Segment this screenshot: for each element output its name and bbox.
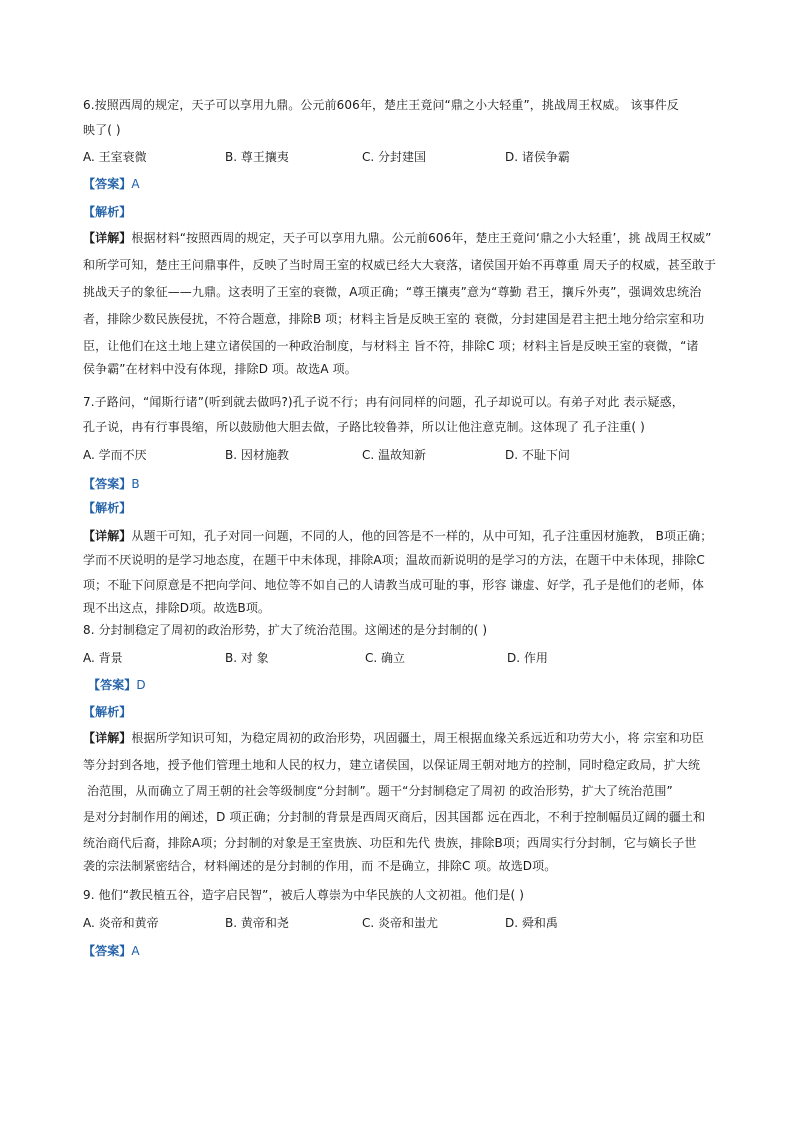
option-a: A. 学而不厌	[83, 448, 147, 462]
option-b: B. 对 象	[225, 651, 269, 665]
option-a: A. 炎帝和黄帝	[83, 916, 159, 930]
analysis-tag	[83, 704, 131, 720]
option-b: B. 尊王攘夷	[225, 150, 289, 164]
answer-value: D	[136, 678, 146, 692]
answer-line	[83, 476, 140, 492]
detail-line	[83, 528, 712, 544]
analysis-label: 【解析】	[83, 501, 132, 515]
detail-line	[83, 730, 704, 746]
answer-line	[88, 677, 146, 693]
option-c: C. 温故知新	[362, 448, 427, 462]
question-stem: 8. 分封制稳定了周初的政治形势，扩大了统治范围。这阐述的是分封制的( )	[83, 623, 488, 637]
answer-tag: 【答案】	[83, 944, 132, 958]
option-a: A. 背景	[83, 651, 123, 665]
option-d: D. 舜和禹	[505, 916, 558, 930]
detail-line: 袭的宗法制紧密结合，材料阐述的是分封制的作用，而 不是确立，排除C 项。故选D项。	[83, 859, 557, 873]
detail-line: 和所学可知，楚庄王问鼎事件，反映了当时周王室的权威已经大大衰落，诸侯国开始不再尊重 周天子的权威，甚至敢于	[83, 258, 717, 272]
question-stem: 映了( )	[83, 123, 121, 137]
detail-line: 统治商代后裔，排除A项；分封制的对象是王室贵族、功臣和先代 贵族，排除B项；西周实行分封制，它与嫡长子世	[83, 836, 697, 850]
detail-text: 根据材料“按照西周的规定，天子可以享用九鼎。公元前606年，楚庄王竟问‘鼎之小大轻重’，挑 战周王权威”	[131, 231, 712, 245]
detail-line: 等分封到各地，授予他们管理土地和人民的权力，建立诸侯国，以保证周王朝对地方的控制，同时稳定政局，扩大统	[83, 758, 701, 772]
detail-line: 是对分封制作用的阐述，D 项正确；分封制的背景是西周灭商后，因其国都 远在西北，不利于控制幅员辽阔的疆土和	[83, 810, 706, 824]
option-c: C. 确立	[365, 651, 406, 665]
answer-value: A	[131, 177, 140, 191]
question-stem: 6.按照西周的规定，天子可以享用九鼎。公元前606年，楚庄王竟问“鼎之小大轻重”，挑战周王权威。 该事件反	[83, 98, 679, 112]
detail-line: 者，排除少数民族侵扰，不符合题意，排除B 项；材料主旨是反映王室的 衰微，分封建国是君主把土地分给宗室和功	[83, 312, 705, 326]
analysis-tag	[83, 204, 131, 220]
option-b: B. 因材施教	[225, 448, 289, 462]
detail-tag: 【详解】	[83, 529, 132, 543]
detail-line: 现不出这点，排除D项。故选B项。	[83, 601, 271, 615]
answer-value: A	[131, 944, 140, 958]
question-stem: 孔子说，冉有行事畏缩，所以鼓励他大胆去做，子路比较鲁莽，所以让他注意克制。这体现了 孔子注重( )	[83, 420, 645, 434]
option-a: A. 王室衰微	[83, 150, 147, 164]
detail-line: 学而不厌说明的是学习地态度，在题干中未体现，排除A项；温故而新说明的是学习的方法，在题干中未体现，排除C	[83, 553, 705, 567]
analysis-label: 【解析】	[83, 705, 132, 719]
detail-line: 项；不耻下问原意是不把向学问、地位等不如自己的人请教当成可耻的事，形容 谦虚、好学，孔子是他们的老师，体	[83, 578, 705, 592]
answer-tag: 【答案】	[83, 477, 132, 491]
detail-line	[83, 230, 711, 246]
answer-value: B	[131, 477, 140, 491]
option-b: B. 黄帝和尧	[225, 916, 289, 930]
answer-line	[83, 176, 140, 192]
detail-line: 治范围，从而确立了周王朝的社会等级制度“分封制”。题干“分封制稳定了周初 的政治形势，扩大了统治范围”	[87, 784, 673, 798]
option-c: C. 分封建国	[362, 150, 427, 164]
analysis-label: 【解析】	[83, 205, 132, 219]
question-stem: 9. 他们“教民植五谷，造字启民智”，被后人尊崇为中华民族的人文初祖。他们是( )	[83, 888, 524, 902]
detail-line: 挑战天子的象征——九鼎。这表明了王室的衰微，A项正确；“尊王攘夷”意为“尊勤 君王，攘斥外夷”，强调效忠统治	[83, 285, 702, 299]
detail-tag: 【详解】	[83, 731, 132, 745]
answer-line	[83, 943, 140, 959]
option-d: D. 诸侯争霸	[505, 150, 570, 164]
detail-tag: 【详解】	[83, 231, 132, 245]
option-d: D. 作用	[507, 651, 548, 665]
detail-line: 臣，让他们在这土地上建立诸侯国的一种政治制度，与材料主 旨不符，排除C 项；材料主旨是反映王室的衰微，“诸	[83, 339, 699, 353]
answer-tag: 【答案】	[83, 177, 132, 191]
detail-text: 根据所学知识可知，为稳定周初的政治形势，巩固疆土，周王根据血缘关系远近和功劳大小，将 宗室和功臣	[131, 731, 705, 745]
option-c: C. 炎帝和蚩尤	[362, 916, 439, 930]
option-d: D. 不耻下问	[505, 448, 570, 462]
analysis-tag	[83, 500, 131, 516]
question-stem: 7.子路问，“闻斯行诸”(听到就去做吗?)孔子说不行；冉有问同样的问题，孔子却说可以。有弟子对此 表示疑惑，	[83, 395, 684, 409]
answer-tag: 【答案】	[88, 678, 137, 692]
detail-text: 从题干可知，孔子对同一问题，不同的人，他的回答是不一样的，从中可知，孔子注重因材施教， B项正确；	[131, 529, 713, 543]
detail-line: 侯争霸”在材料中没有体现，排除D 项。故选A 项。	[83, 362, 357, 376]
